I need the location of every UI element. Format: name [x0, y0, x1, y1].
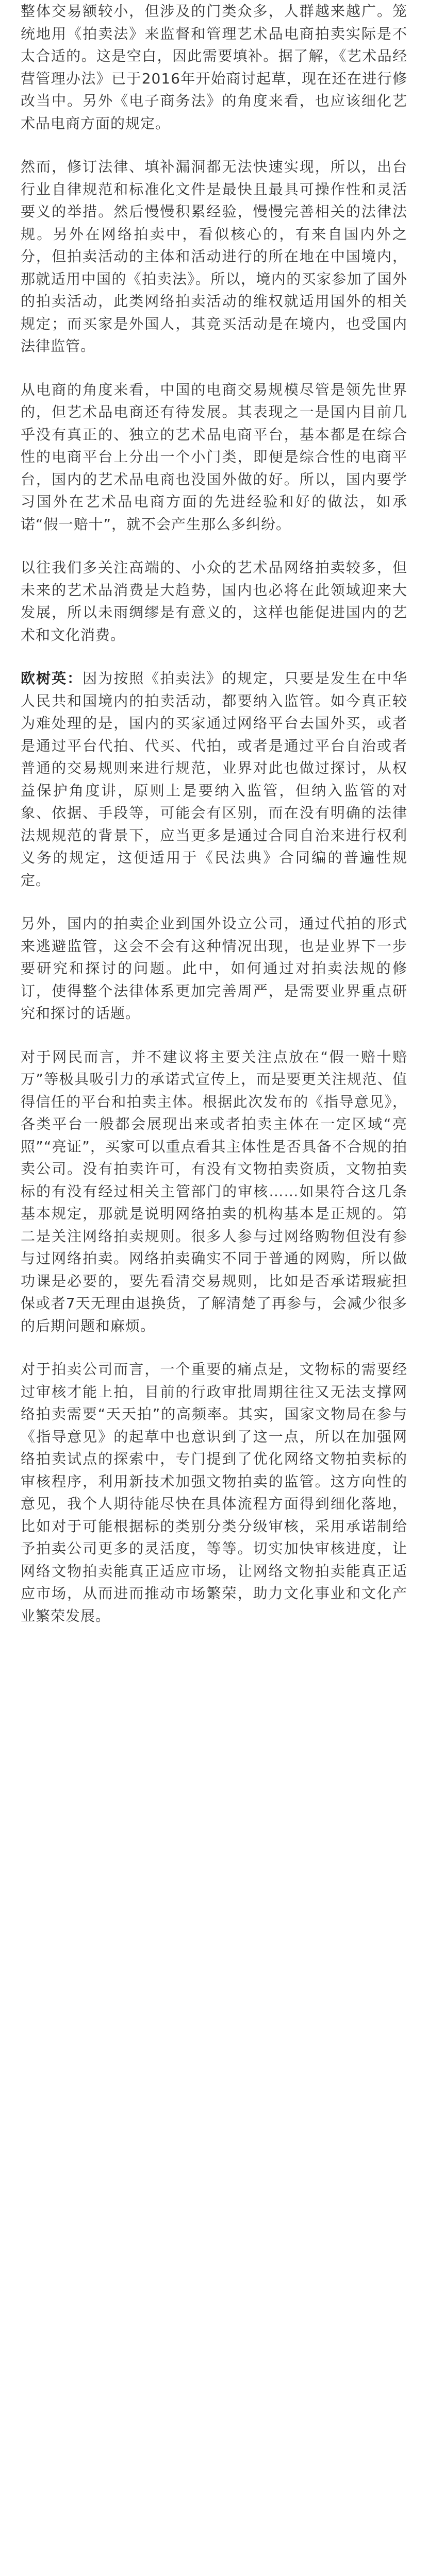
speaker-name: 欧树英：: [21, 670, 83, 687]
paragraph-spacer: [21, 646, 407, 667]
paragraph-text: 整体交易额较小，但涉及的门类众多，人群越来越广。笼统地用《拍卖法》来监督和管理艺术品电商拍卖实际是不太合适的。这是空白，因此需要填补。据了解，《艺术品经营管理办法》已于2016年开始商讨起草，现在还在进行修改当中。另外《电子商务法》的角度来看，也应该细化艺术品电商方面的规定。: [21, 3, 407, 132]
paragraph-text: 然而，修订法律、填补漏洞都无法快速实现，所以，出台行业自律规范和标准化文件是最快且最具可操作性和灵活要义的举措。然后慢慢积累经验，慢慢完善相关的法律法规。另外在网络拍卖中，看似核心的，有来自国内外之分，但拍卖活动的主体和活动进行的所在地在中国境内，那就适用中国的《拍卖法》。所以，境内的买家参加了国外的拍卖活动，此类网络拍卖活动的维权就适用国外的相关规定；而买家是外国人，其竞买活动是在境内，也受国内法律监管。: [21, 158, 407, 354]
paragraph-2: [21, 156, 407, 358]
paragraph-text: 以往我们多关注高端的、小众的艺术品网络拍卖较多，但未来的艺术品消费是大趋势，国内也必将在此领域迎来大发展，所以未雨绸缪是有意义的，这样也能促进国内的艺术和文化消费。: [21, 559, 407, 643]
paragraph-6: [21, 912, 407, 1025]
paragraph-text: 另外，国内的拍卖企业到国外设立公司，通过代拍的形式来逃避监管，这会不会有这种情况出现，也是业界下一步要研究和探讨的问题。此中，如何通过对拍卖法规的修订，使得整个法律体系更加完善周严，是需要业界重点研究和探讨的话题。: [21, 915, 407, 1022]
paragraph-spacer: [21, 535, 407, 556]
paragraph-spacer: [21, 134, 407, 156]
paragraph-spacer: [21, 1337, 407, 1358]
paragraph-1: [21, 0, 407, 134]
paragraph-spacer: [21, 358, 407, 379]
paragraph-text: 对于网民而言，并不建议将主要关注点放在“假一赔十赔万”等极具吸引力的承诺式宣传上，而是要更关注规范、值得信任的平台和拍卖主体。根据此次发布的《指导意见》，各类平台一般都会展现出来或者拍卖主体在一定区域“亮照”“亮证”，买家可以重点看其主体性是否具备不合规的拍卖公司。没有拍卖许可，有没有文物拍卖资质，文物拍卖标的有没有经过相关主管部门的审核……如果符合这几条基本规定，那就是说明网络拍卖的机构基本是正规的。第二是关注网络拍卖规则。很多人参与过网络购物但没有参与过网络拍卖。网络拍卖确实不同于普通的网购，所以做功课是必要的，要先看清交易规则，比如是否承诺瑕疵担保或者7天无理由退换货，了解清楚了再参与，会减少很多的后期问题和麻烦。: [21, 1048, 407, 1334]
paragraph-text: 从电商的角度来看，中国的电商交易规模尽管是领先世界的，但艺术品电商还有待发展。其表现之一是国内目前几乎没有真正的、独立的艺术品电商平台，基本都是在综合性的电商平台上分出一个小门类，即便是综合性的电商平台，国内的艺术品电商也没国外做的好。所以，国内要学习国外在艺术品电商方面的先进经验和好的做法，如承诺“假一赔十”，就不会产生那么多纠纷。: [21, 381, 407, 533]
paragraph-text: 对于拍卖公司而言，一个重要的痛点是，文物标的需要经过审核才能上拍，目前的行政审批周期往往又无法支撑网络拍卖需要“天天拍”的高频率。其实，国家文物局在参与《指导意见》的起草中也意识到了这一点，所以在加强网络拍卖试点的探索中，专门提到了优化网络文物拍卖标的审核程序，利用新技术加强文物拍卖的监管。这方向性的意见，我个人期待能尽快在具体流程方面得到细化落地，比如对于可能根据标的类别分类分级审核，采用承诺制给予拍卖公司更多的灵活度，等等。切实加快审核进度，让网络文物拍卖能真正适应市场，让网络文物拍卖能真正适应市场，从而进而推动市场繁荣，助力文化事业和文化产业繁荣发展。: [21, 1361, 407, 1624]
paragraph-4: [21, 556, 407, 646]
paragraph-8: [21, 1358, 407, 1627]
paragraph-spacer: [21, 1025, 407, 1046]
paragraph-5: [21, 667, 407, 891]
paragraph-spacer: [21, 891, 407, 912]
paragraph-text: 因为按照《拍卖法》的规定，只要是发生在中华人民共和国境内的拍卖活动，都要纳入监管。如今真正较为难处理的是，国内的买家通过网络平台去国外买，或者是通过平台代拍、代买、代拍，或者是通过平台自治或者普通的交易规则来进行规范，业界对此也做过探讨，从权益保护角度讲，原则上是要纳入监管，但纳入监管的对象、依据、手段等，可能会有区别，而在没有明确的法律法规规范的背景下，应当更多是通过合同自治来进行权利义务的规定，这便适用于《民法典》合同编的普遍性规定。: [21, 670, 407, 889]
paragraph-3: [21, 379, 407, 536]
paragraph-7: [21, 1046, 407, 1337]
